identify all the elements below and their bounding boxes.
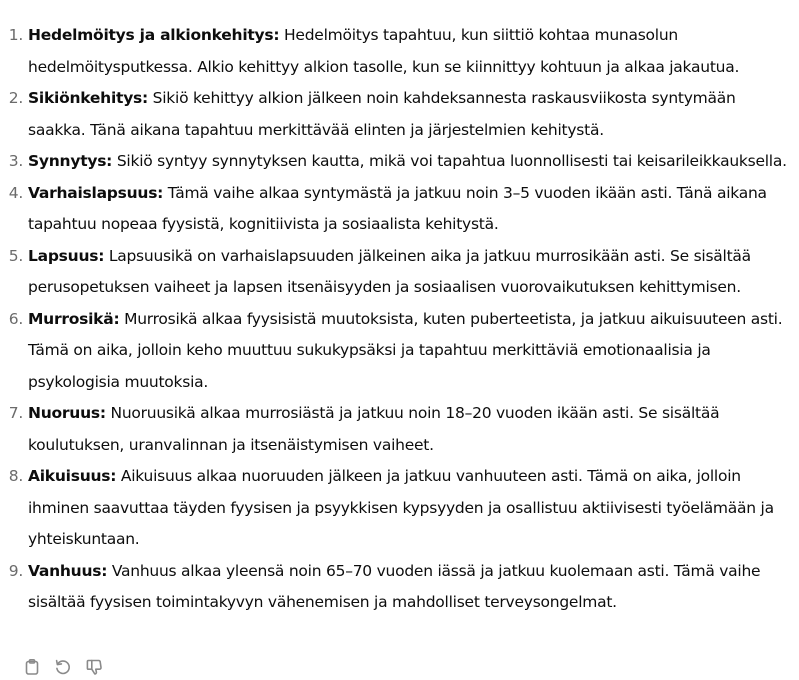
list-item-text: Nuoruusikä alkaa murrosiästä ja jatkuu noin 18–20 vuoden ikään asti. Se sisältää koulutuksen, uranvalinnan ja itsenäistymisen vaiheet. <box>28 404 720 454</box>
list-item-text: Lapsuusikä on varhaislapsuuden jälkeinen aika ja jatkuu murrosikään asti. Se sisältää perusopetuksen vaiheet ja lapsen itsenäisyyden ja sosiaalisen vuorovaikutuksen kehittymisen. <box>28 246 751 296</box>
list-item-text: Sikiö syntyy synnytyksen kautta, mikä voi tapahtua luonnollisesti tai keisarileikkauksella. <box>112 152 787 170</box>
list-item-number: 4. <box>8 183 23 202</box>
regenerate-icon <box>54 658 72 676</box>
list-item <box>4 556 791 619</box>
list-item-number: 7. <box>8 404 23 422</box>
list-item-number: 3. <box>8 152 23 170</box>
list-item-term: Synnytys: <box>28 152 113 170</box>
list-item-number: 8. <box>8 467 23 485</box>
list-item <box>4 178 791 241</box>
list-item-number: 9. <box>8 561 23 580</box>
dislike-button[interactable] <box>83 656 105 678</box>
list-item <box>4 20 791 83</box>
list-item-text: Tämä vaihe alkaa syntymästä ja jatkuu noin 3–5 vuoden ikään asti. Tänä aikana tapahtuu nopeaa fyysistä, kognitiivista ja sosiaalista kehitystä. <box>28 183 767 233</box>
thumbs-down-icon <box>85 658 103 676</box>
list-item-term: Hedelmöitys ja alkionkehitys: <box>28 26 280 44</box>
list-item <box>4 398 791 461</box>
list-item-number: 1. <box>8 26 23 44</box>
list-item <box>4 146 791 178</box>
list-item <box>4 304 791 399</box>
list-item <box>4 83 791 146</box>
list-item-term: Murrosikä: <box>28 309 120 328</box>
list-item-number: 6. <box>8 309 23 328</box>
list-item-term: Vanhuus: <box>28 561 108 580</box>
life-stages-list <box>4 20 791 619</box>
list-item-term: Nuoruus: <box>28 404 106 422</box>
list-item <box>4 241 791 304</box>
list-item-number: 2. <box>8 89 23 107</box>
list-item-text: Sikiö kehittyy alkion jälkeen noin kahdeksannesta raskausviikosta syntymään saakka. Tänä aikana tapahtuu merkittävää elinten ja järjestelmien kehitystä. <box>28 89 736 139</box>
list-item-term: Sikiönkehitys: <box>28 89 148 107</box>
list-item-text: Murrosikä alkaa fyysisistä muutoksista, kuten puberteetista, ja jatkuu aikuisuuteen asti. Tämä on aika, jolloin keho muuttuu sukukypsäksi ja tapahtuu merkittäviä emotionaalisia ja psykologisia muutoksia. <box>28 309 783 391</box>
list-item-text: Aikuisuus alkaa nuoruuden jälkeen ja jatkuu vanhuuteen asti. Tämä on aika, jolloin ihminen saavuttaa täyden fyysisen ja psyykkisen kypsyyden ja osallistuu aktiivisesti työelämään ja yhteiskuntaan. <box>28 467 774 548</box>
list-item-term: Varhaislapsuus: <box>28 183 164 202</box>
regenerate-button[interactable] <box>52 656 74 678</box>
clipboard-icon <box>23 658 41 676</box>
list-item-term: Aikuisuus: <box>28 467 117 485</box>
list-item-text: Vanhuus alkaa yleensä noin 65–70 vuoden iässä ja jatkuu kuolemaan asti. Tämä vaihe sisältää fyysisen toimintakyvyn vähenemisen ja mahdolliset terveysongelmat. <box>28 561 761 611</box>
copy-button[interactable] <box>21 656 43 678</box>
list-item <box>4 461 791 556</box>
list-item-number: 5. <box>8 246 23 265</box>
list-item-term: Lapsuus: <box>28 246 105 265</box>
message-actions <box>21 656 105 678</box>
list-item-text: Hedelmöitys tapahtuu, kun siittiö kohtaa munasolun hedelmöitysputkessa. Alkio kehittyy alkion tasolle, kun se kiinnittyy kohtuun ja alkaa jakautua. <box>28 26 740 76</box>
